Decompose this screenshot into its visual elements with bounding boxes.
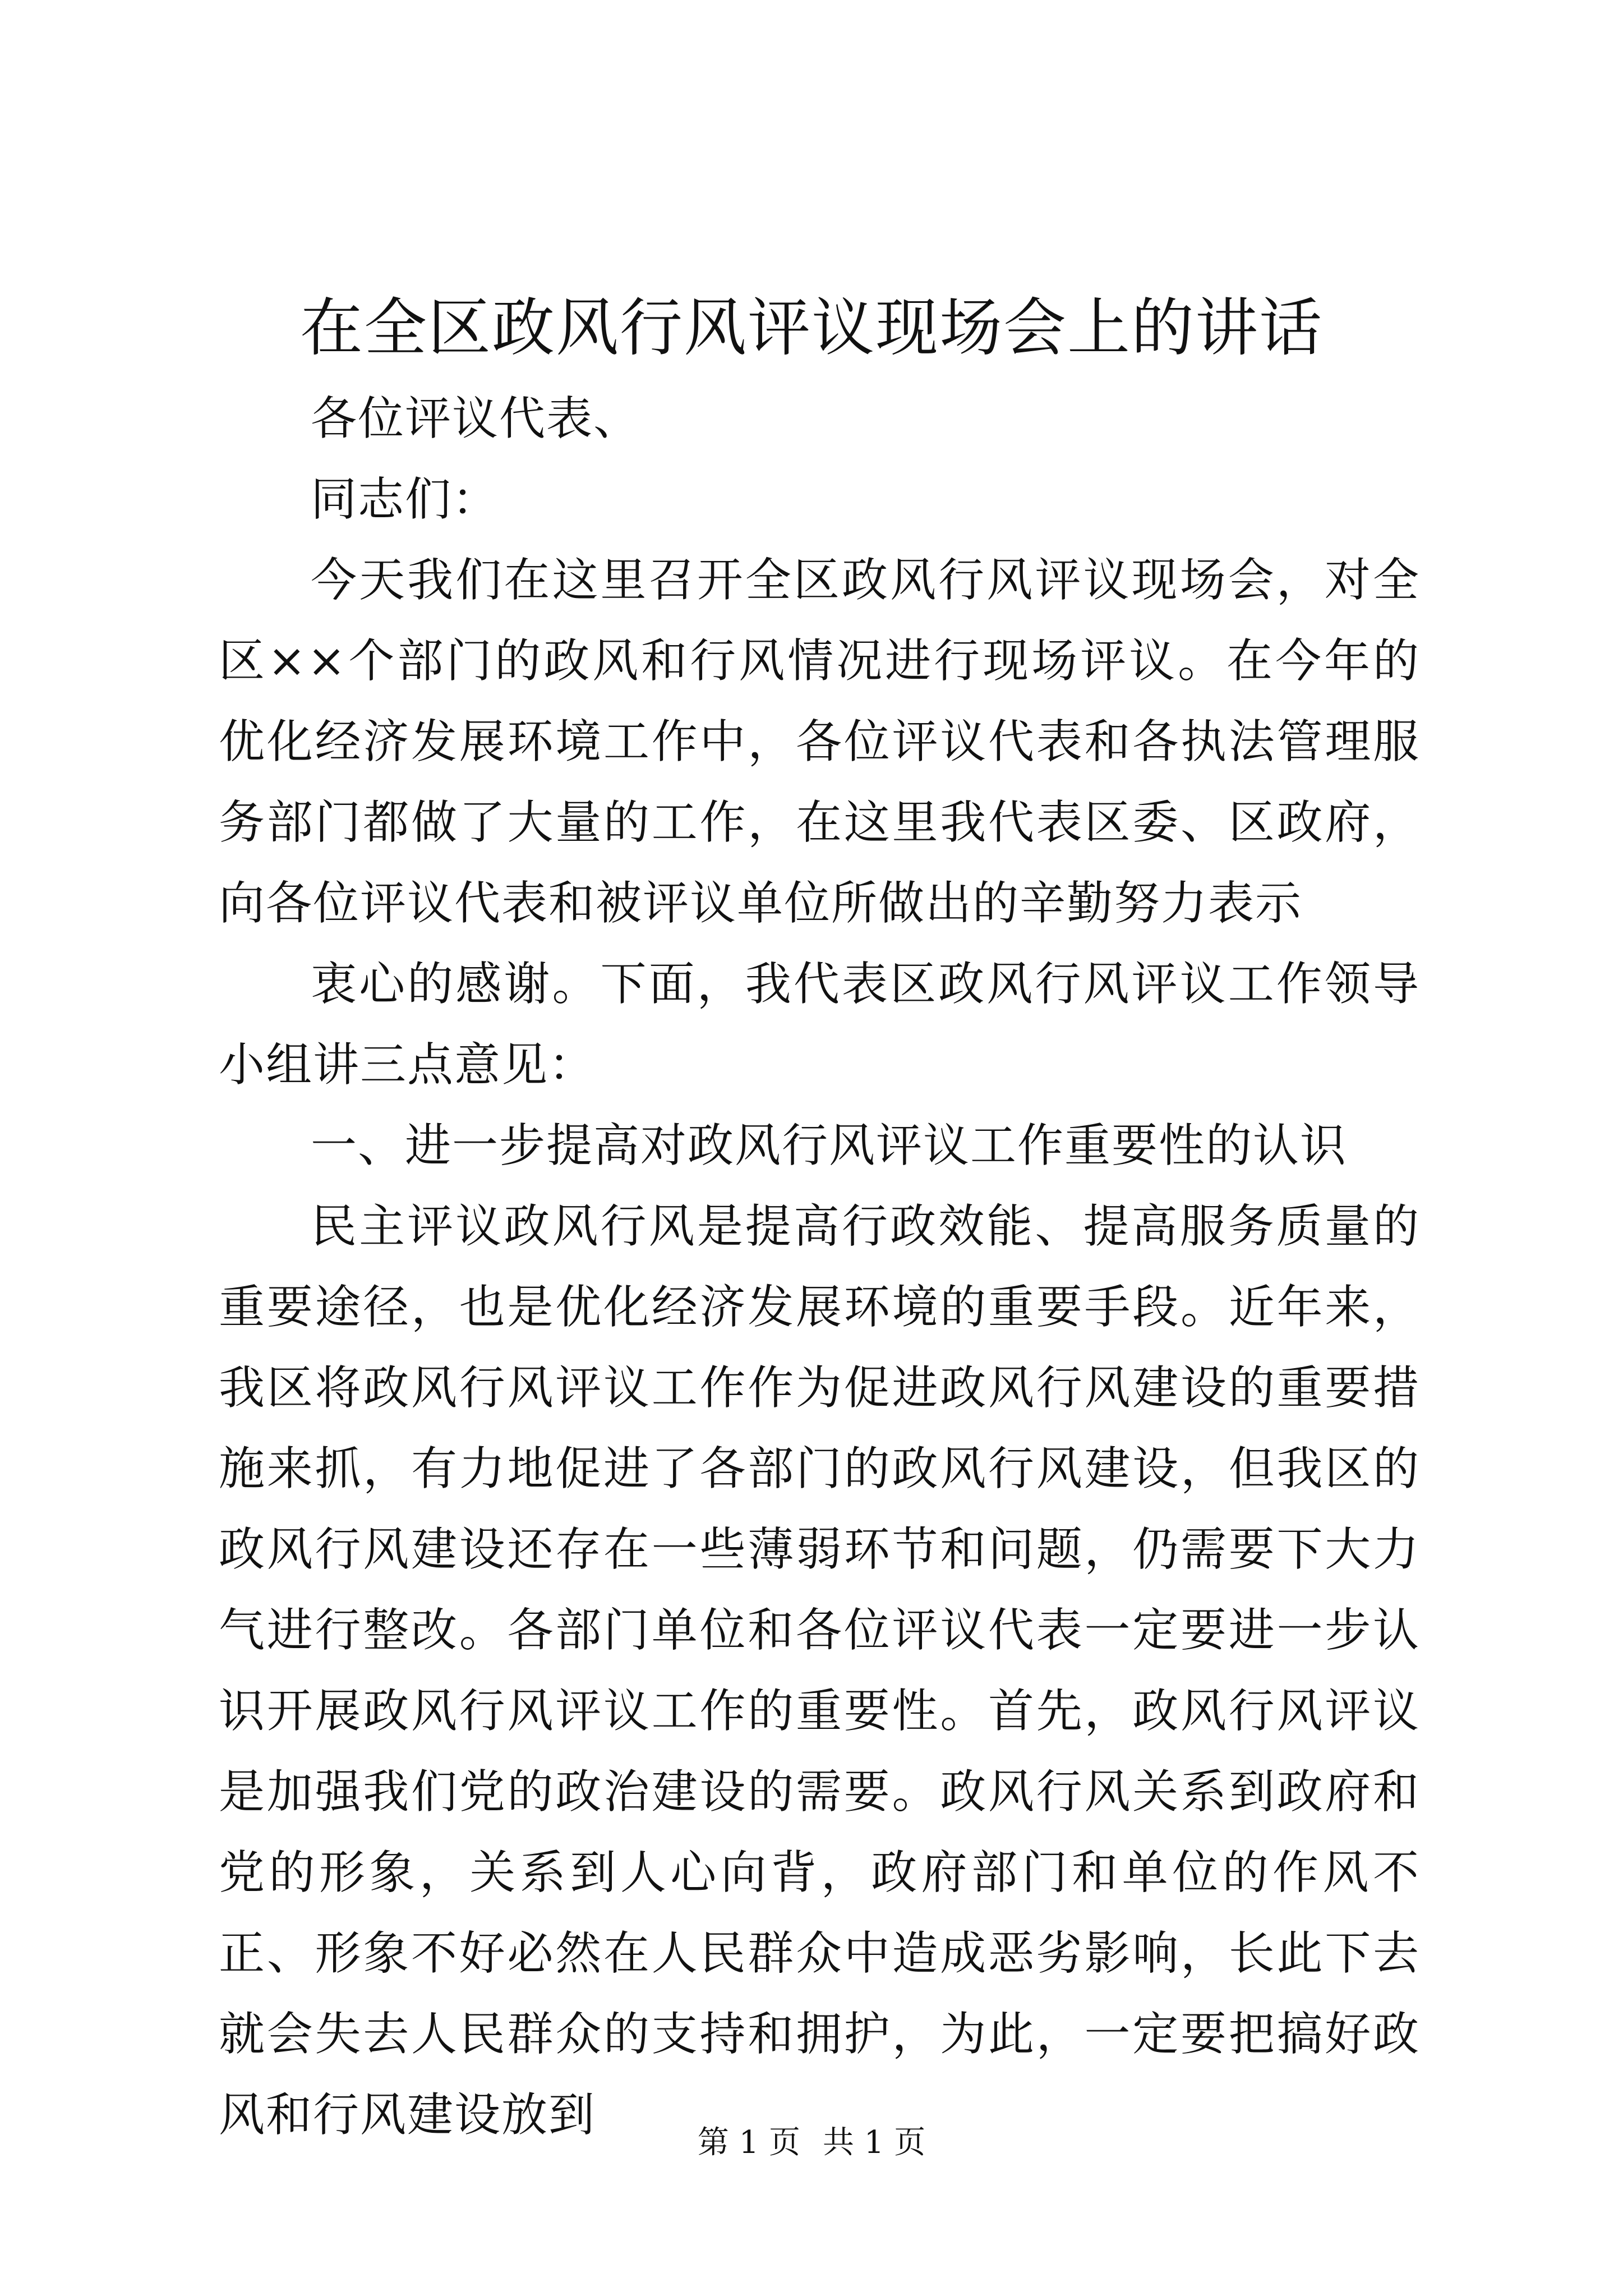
- salutation-line-1: 各位评议代表、: [311, 392, 641, 445]
- page-footer: [0, 2120, 1623, 2165]
- document-title: 在全区政风行风评议现场会上的讲话: [300, 292, 1323, 365]
- paragraph-opening: 今天我们在这里召开全区政风行风评议现场会，对全区××个部门的政风和行风情况进行现场评议。在今年的优化经济发展环境工作中，各位评议代表和各执法管理服务部门都做了大量的工作，在这里我代表区委、区政府，向各位评议代表和被评议单位所做出的辛勤努力表示: [219, 554, 1420, 930]
- section-heading-1: 一、进一步提高对政风行风评议工作重要性的认识: [311, 1119, 1348, 1172]
- page-number: 第 1 页: [697, 2124, 800, 2161]
- paragraph-section-1-body: 民主评议政风行风是提高行政效能、提高服务质量的重要途径，也是优化经济发展环境的重要手段。近年来，我区将政风行风评议工作作为促进政风行风建设的重要措施来抓，有力地促进了各部门的政风行风建设，但我区的政风行风建设还存在一些薄弱环节和问题，仍需要下大力气进行整改。各部门单位和各位评议代表一定要进一步认识开展政风行风评议工作的重要性。首先，政风行风评议是加强我们党的政治建设的需要。政风行风关系到政府和党的形象，关系到人心向背，政府部门和单位的作风不正、形象不好必然在人民群众中造成恶劣影响，长此下去就会失去人民群众的支持和拥护，为此，一定要把搞好政风和行风建设放到: [219, 1200, 1420, 2142]
- page-total: 共 1 页: [823, 2124, 926, 2161]
- salutation-line-2: 同志们：: [311, 473, 500, 526]
- document-body: [219, 379, 1420, 2156]
- paragraph-thanks: 衷心的感谢。下面，我代表区政风行风评议工作领导小组讲三点意见：: [219, 958, 1420, 1092]
